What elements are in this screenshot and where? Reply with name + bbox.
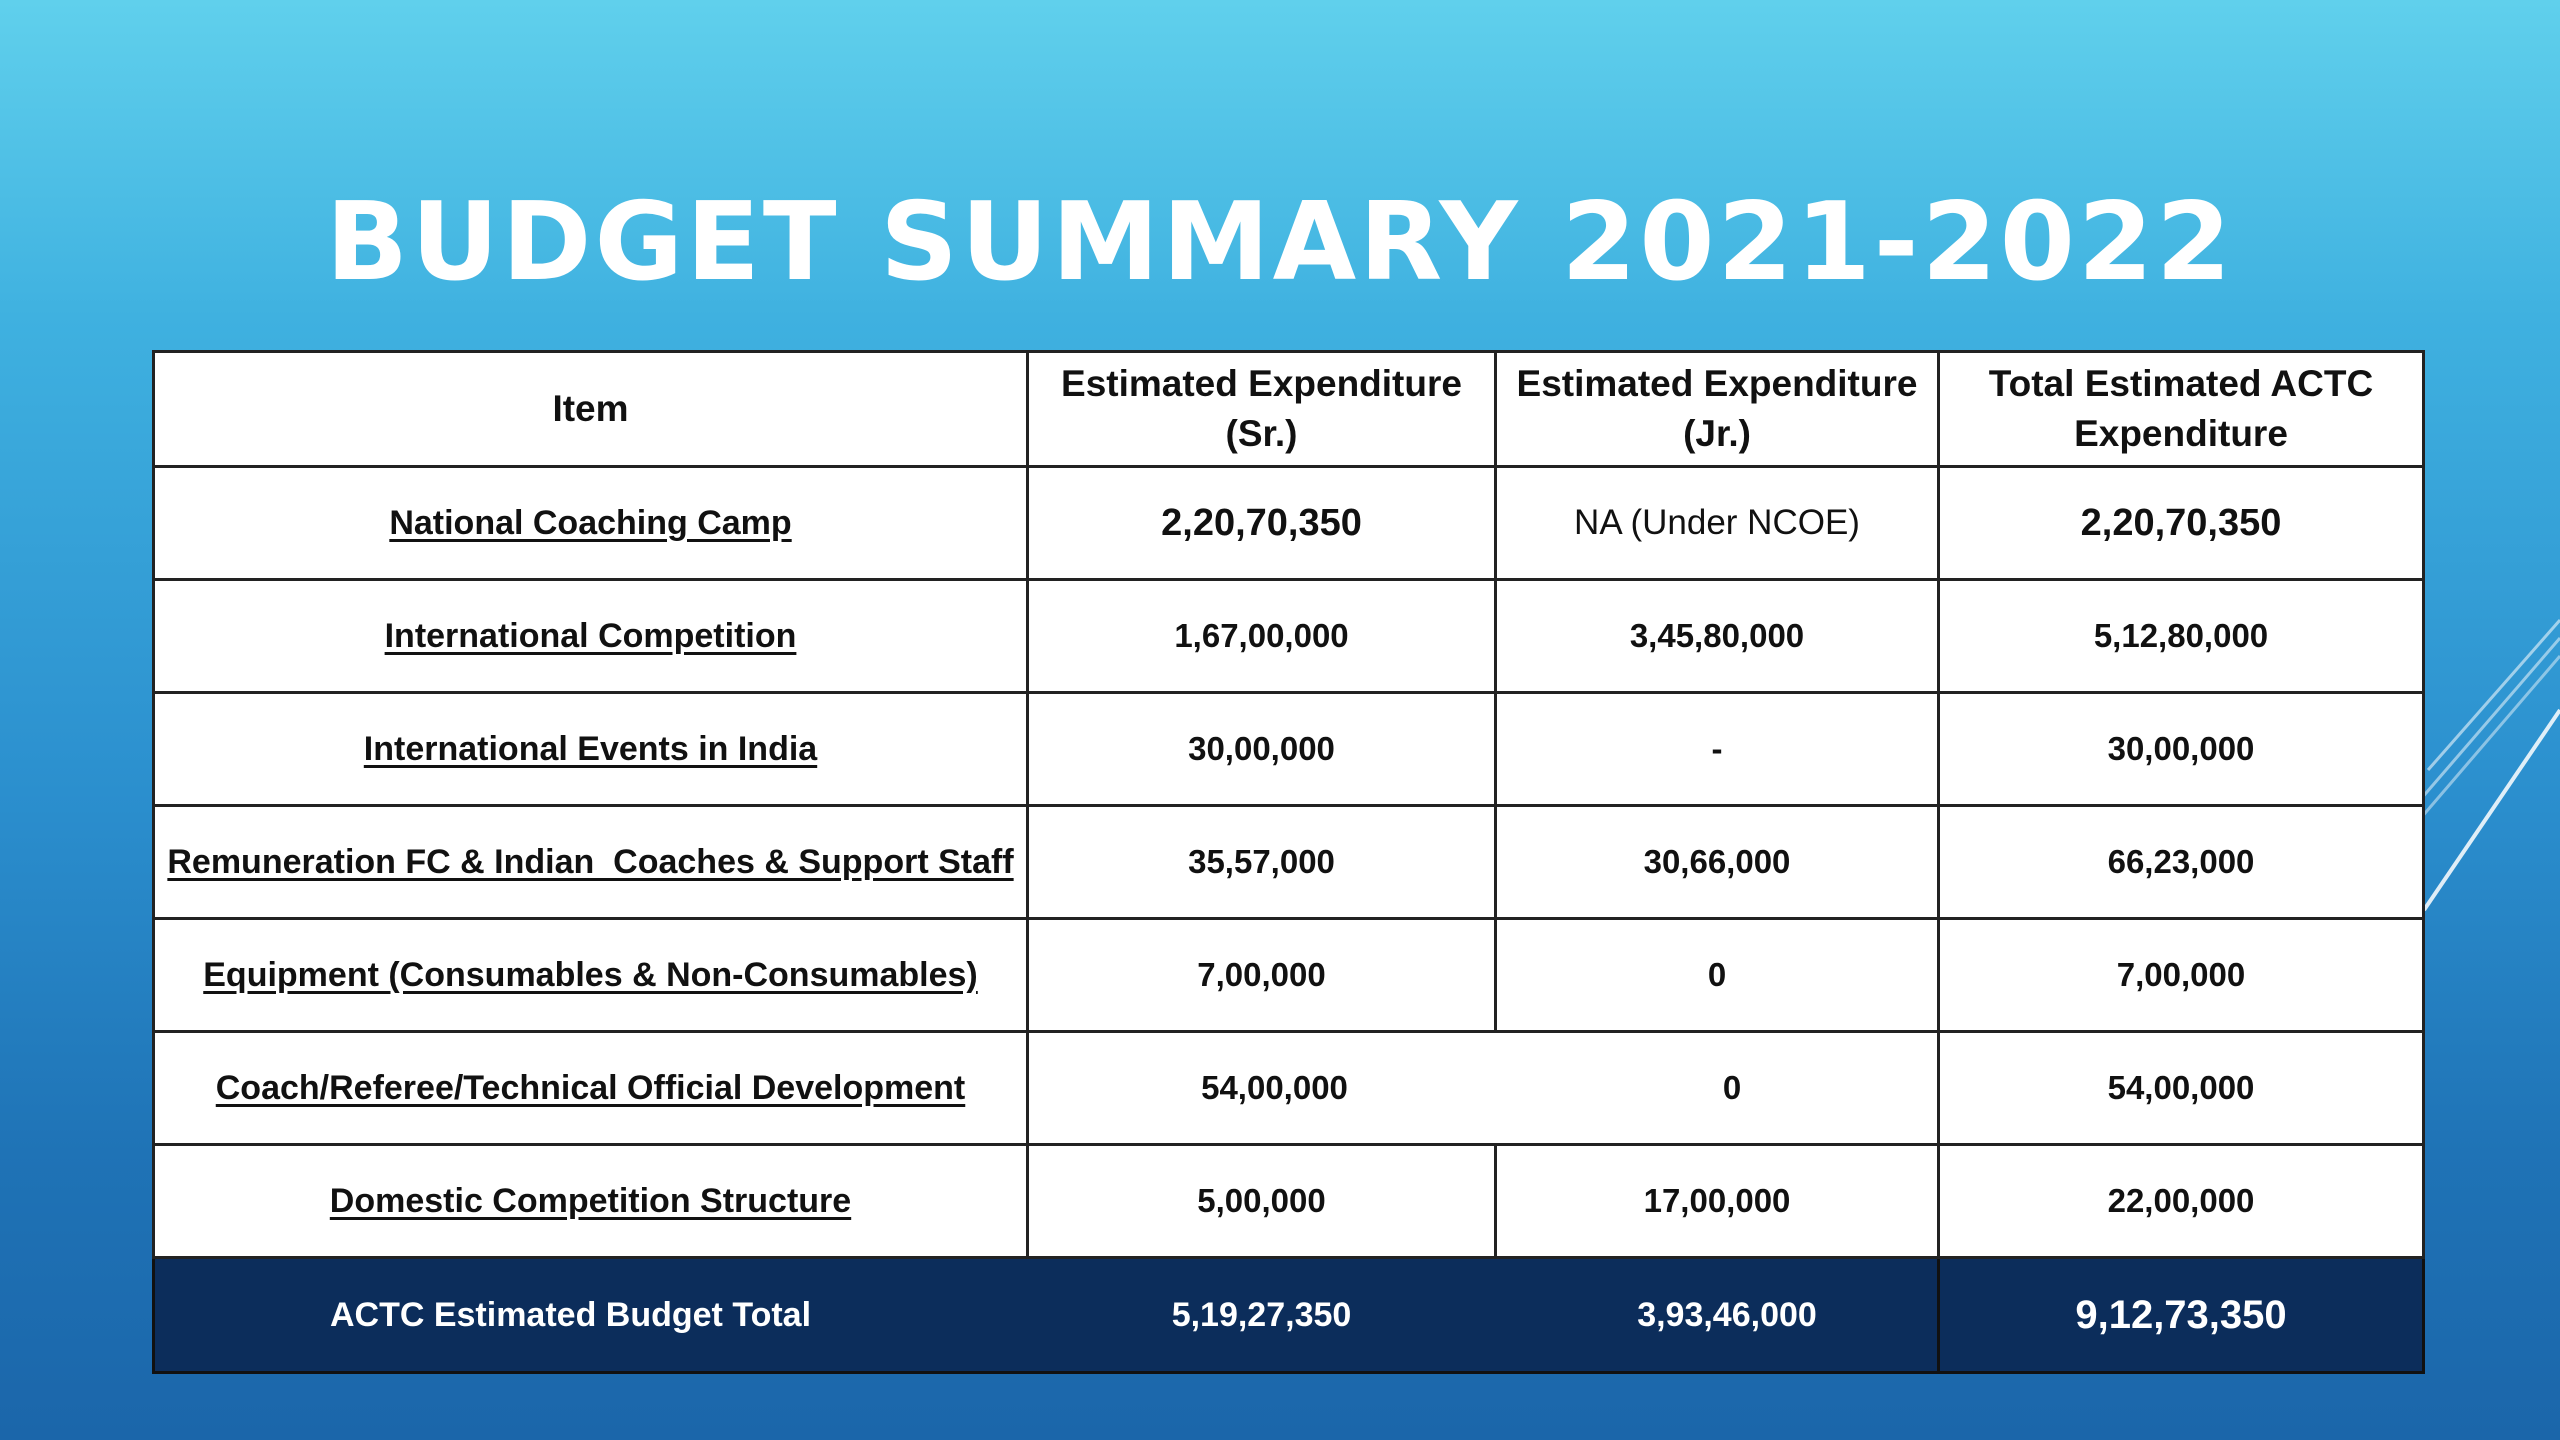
row-total-value: 54,00,000: [1939, 1032, 2424, 1145]
table-row: [154, 1145, 2424, 1258]
row-item: National Coaching Camp: [154, 467, 1028, 580]
row-sr-value: 35,57,000: [1028, 806, 1496, 919]
row-item: International Events in India: [154, 693, 1028, 806]
row-jr-value: 30,66,000: [1496, 806, 1939, 919]
table-row: [154, 919, 2424, 1032]
slide-title: BUDGET SUMMARY 2021-2022: [325, 180, 2235, 305]
row-item: Coach/Referee/Technical Official Development: [154, 1032, 1028, 1145]
row-sr-value: 7,00,000: [1028, 919, 1496, 1032]
row-total-value: 30,00,000: [1939, 693, 2424, 806]
table-row: [154, 580, 2424, 693]
total-row: [154, 1258, 2424, 1373]
grand-total-value: 9,12,73,350: [1939, 1258, 2424, 1373]
row-jr-value: 3,45,80,000: [1496, 580, 1939, 693]
row-jr-value: -: [1496, 693, 1939, 806]
row-item: Remuneration FC & Indian Coaches & Support Staff: [154, 806, 1028, 919]
table-row: [154, 693, 2424, 806]
row-jr-value: 0: [1496, 1032, 1939, 1145]
total-sr-value: 5,19,27,350: [1028, 1258, 1496, 1373]
row-sr-value: 2,20,70,350: [1028, 467, 1496, 580]
header-sr-expenditure: Estimated Expenditure (Sr.): [1028, 352, 1496, 467]
header-total-expenditure: Total Estimated ACTC Expenditure: [1939, 352, 2424, 467]
table-header-row: [154, 352, 2424, 467]
row-sr-value: 30,00,000: [1028, 693, 1496, 806]
row-jr-value: 17,00,000: [1496, 1145, 1939, 1258]
row-item: Domestic Competition Structure: [154, 1145, 1028, 1258]
row-sr-value: 1,67,00,000: [1028, 580, 1496, 693]
header-item: Item: [154, 352, 1028, 467]
table-row: [154, 806, 2424, 919]
row-total-value: 22,00,000: [1939, 1145, 2424, 1258]
total-jr-value: 3,93,46,000: [1496, 1258, 1939, 1373]
row-item: International Competition: [154, 580, 1028, 693]
row-total-value: 7,00,000: [1939, 919, 2424, 1032]
row-jr-value: NA (Under NCOE): [1496, 467, 1939, 580]
table-row: [154, 1032, 2424, 1145]
row-total-value: 2,20,70,350: [1939, 467, 2424, 580]
row-total-value: 66,23,000: [1939, 806, 2424, 919]
row-item: Equipment (Consumables & Non-Consumables): [154, 919, 1028, 1032]
row-total-value: 5,12,80,000: [1939, 580, 2424, 693]
table-row: [154, 467, 2424, 580]
row-jr-value: 0: [1496, 919, 1939, 1032]
row-sr-value: 54,00,000: [1028, 1032, 1496, 1145]
header-jr-expenditure: Estimated Expenditure (Jr.): [1496, 352, 1939, 467]
budget-table: [152, 350, 2425, 1374]
total-label: ACTC Estimated Budget Total: [154, 1258, 1028, 1373]
row-sr-value: 5,00,000: [1028, 1145, 1496, 1258]
